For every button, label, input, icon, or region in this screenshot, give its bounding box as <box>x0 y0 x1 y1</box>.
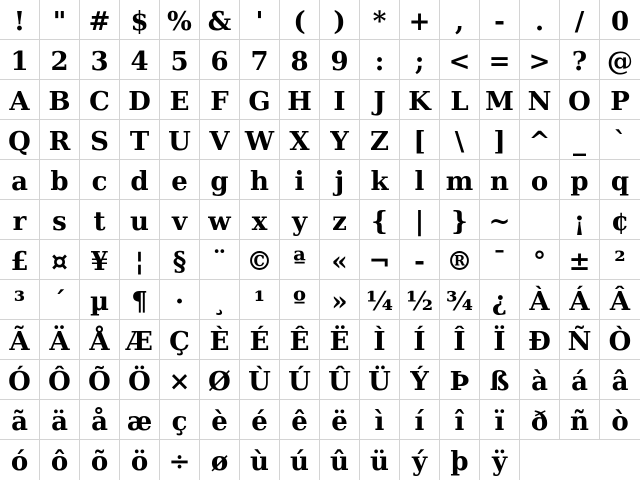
glyph-cell[interactable]: t <box>80 200 120 240</box>
glyph-cell[interactable]: ú <box>280 440 320 480</box>
glyph-cell[interactable]: l <box>400 160 440 200</box>
glyph-cell[interactable]: ? <box>560 40 600 80</box>
glyph-cell[interactable]: ñ <box>560 400 600 440</box>
glyph-cell[interactable]: 4 <box>120 40 160 80</box>
glyph-cell[interactable]: E <box>160 80 200 120</box>
glyph-cell[interactable]: ê <box>280 400 320 440</box>
glyph-cell[interactable]: × <box>160 360 200 400</box>
glyph-cell[interactable]: ) <box>320 0 360 40</box>
glyph-cell[interactable]: R <box>40 120 80 160</box>
glyph-cell[interactable]: Á <box>560 280 600 320</box>
glyph-cell[interactable]: À <box>520 280 560 320</box>
glyph-cell[interactable]: à <box>520 360 560 400</box>
glyph-cell[interactable]: { <box>360 200 400 240</box>
glyph-cell[interactable]: $ <box>120 0 160 40</box>
glyph-cell[interactable]: & <box>200 0 240 40</box>
glyph-cell[interactable]: . <box>520 0 560 40</box>
glyph-cell[interactable]: ã <box>0 400 40 440</box>
glyph-cell[interactable]: F <box>200 80 240 120</box>
glyph-cell[interactable]: j <box>320 160 360 200</box>
glyph-cell[interactable]: ' <box>240 0 280 40</box>
glyph-cell[interactable]: D <box>120 80 160 120</box>
glyph-cell[interactable]: : <box>360 40 400 80</box>
glyph-cell[interactable]: L <box>440 80 480 120</box>
glyph-cell[interactable]: Â <box>600 280 640 320</box>
glyph-cell[interactable]: õ <box>80 440 120 480</box>
glyph-cell[interactable]: ¿ <box>480 280 520 320</box>
glyph-cell[interactable]: ª <box>280 240 320 280</box>
glyph-cell[interactable]: m <box>440 160 480 200</box>
glyph-cell[interactable]: Í <box>400 320 440 360</box>
glyph-cell[interactable]: z <box>320 200 360 240</box>
glyph-cell[interactable]: Z <box>360 120 400 160</box>
glyph-cell[interactable]: ö <box>120 440 160 480</box>
glyph-cell[interactable]: H <box>280 80 320 120</box>
glyph-cell[interactable]: Ó <box>0 360 40 400</box>
glyph-cell[interactable]: W <box>240 120 280 160</box>
empty-region <box>520 440 640 480</box>
glyph-cell[interactable]: Ã <box>0 320 40 360</box>
glyph-cell[interactable]: È <box>200 320 240 360</box>
glyph-cell[interactable]: P <box>600 80 640 120</box>
glyph-cell[interactable]: ß <box>480 360 520 400</box>
glyph-cell[interactable]: Æ <box>120 320 160 360</box>
glyph-cell[interactable]: > <box>520 40 560 80</box>
glyph-cell[interactable]: ¬ <box>360 240 400 280</box>
glyph-cell[interactable]: + <box>400 0 440 40</box>
glyph-cell[interactable]: ù <box>240 440 280 480</box>
glyph-cell[interactable]: 5 <box>160 40 200 80</box>
glyph-cell[interactable]: Û <box>320 360 360 400</box>
glyph-cell[interactable]: C <box>80 80 120 120</box>
glyph-cell[interactable]: Ü <box>360 360 400 400</box>
glyph-cell[interactable]: è <box>200 400 240 440</box>
glyph-cell[interactable]: ó <box>0 440 40 480</box>
glyph-cell[interactable]: " <box>40 0 80 40</box>
glyph-cell[interactable]: k <box>360 160 400 200</box>
glyph-cell[interactable]: » <box>320 280 360 320</box>
glyph-cell[interactable]: 6 <box>200 40 240 80</box>
glyph-cell[interactable]: - <box>400 240 440 280</box>
glyph-cell[interactable]: Ì <box>360 320 400 360</box>
glyph-cell[interactable]: ± <box>560 240 600 280</box>
glyph-cell[interactable]: ° <box>520 240 560 280</box>
glyph-cell[interactable]: S <box>80 120 120 160</box>
glyph-cell[interactable]: ï <box>480 400 520 440</box>
glyph-cell[interactable]: J <box>360 80 400 120</box>
glyph-cell[interactable]: e <box>160 160 200 200</box>
glyph-cell[interactable]: Ø <box>200 360 240 400</box>
glyph-cell[interactable]: g <box>200 160 240 200</box>
glyph-cell[interactable]: Õ <box>80 360 120 400</box>
glyph-cell[interactable]: / <box>560 0 600 40</box>
glyph-cell[interactable]: ( <box>280 0 320 40</box>
glyph-cell[interactable]: x <box>240 200 280 240</box>
glyph-cell[interactable]: Ð <box>520 320 560 360</box>
glyph-cell[interactable]: U <box>160 120 200 160</box>
glyph-cell[interactable]: á <box>560 360 600 400</box>
glyph-cell[interactable]: # <box>80 0 120 40</box>
glyph-cell[interactable]: @ <box>600 40 640 80</box>
glyph-cell[interactable]: o <box>520 160 560 200</box>
glyph-cell[interactable]: \ <box>440 120 480 160</box>
glyph-cell[interactable]: ® <box>440 240 480 280</box>
glyph-cell[interactable]: ³ <box>0 280 40 320</box>
glyph-cell[interactable]: B <box>40 80 80 120</box>
glyph-cell[interactable]: ¶ <box>120 280 160 320</box>
glyph-cell[interactable]: å <box>80 400 120 440</box>
glyph-cell[interactable]: ø <box>200 440 240 480</box>
glyph-cell[interactable]: V <box>200 120 240 160</box>
glyph-cell[interactable]: G <box>240 80 280 120</box>
glyph-cell[interactable]: µ <box>80 280 120 320</box>
glyph-cell[interactable]: - <box>480 0 520 40</box>
glyph-cell[interactable]: d <box>120 160 160 200</box>
glyph-cell[interactable]: Ù <box>240 360 280 400</box>
glyph-cell[interactable]: K <box>400 80 440 120</box>
glyph-cell[interactable]: * <box>360 0 400 40</box>
glyph-cell[interactable]: º <box>280 280 320 320</box>
glyph-cell[interactable]: [ <box>400 120 440 160</box>
glyph-cell[interactable]: 2 <box>40 40 80 80</box>
glyph-cell[interactable]: ½ <box>400 280 440 320</box>
glyph-cell[interactable]: ¯ <box>480 240 520 280</box>
glyph-cell[interactable]: é <box>240 400 280 440</box>
glyph-cell[interactable]: ¹ <box>240 280 280 320</box>
glyph-cell[interactable]: ¢ <box>600 200 640 240</box>
glyph-cell[interactable]: þ <box>440 440 480 480</box>
glyph-cell[interactable]: ¤ <box>40 240 80 280</box>
glyph-cell[interactable]: · <box>160 280 200 320</box>
glyph-cell[interactable]: ¦ <box>120 240 160 280</box>
glyph-cell[interactable]: T <box>120 120 160 160</box>
glyph-cell[interactable]: ¼ <box>360 280 400 320</box>
glyph-cell[interactable]: î <box>440 400 480 440</box>
glyph-cell[interactable]: | <box>400 200 440 240</box>
glyph-cell[interactable]: Q <box>0 120 40 160</box>
glyph-cell[interactable]: Å <box>80 320 120 360</box>
glyph-cell[interactable]: % <box>160 0 200 40</box>
glyph-cell[interactable]: Ñ <box>560 320 600 360</box>
glyph-cell[interactable]: r <box>0 200 40 240</box>
glyph-cell[interactable]: û <box>320 440 360 480</box>
glyph-cell[interactable]: ~ <box>480 200 520 240</box>
glyph-cell[interactable]: ð <box>520 400 560 440</box>
glyph-cell[interactable]: ü <box>360 440 400 480</box>
glyph-cell[interactable]: u <box>120 200 160 240</box>
glyph-cell[interactable]: « <box>320 240 360 280</box>
glyph-cell[interactable]: Ï <box>480 320 520 360</box>
glyph-cell[interactable]: Ô <box>40 360 80 400</box>
glyph-cell[interactable]: ^ <box>520 120 560 160</box>
glyph-cell[interactable]: ç <box>160 400 200 440</box>
glyph-cell[interactable]: } <box>440 200 480 240</box>
glyph-cell[interactable]: ¨ <box>200 240 240 280</box>
glyph-cell[interactable]: Ý <box>400 360 440 400</box>
glyph-cell[interactable]: n <box>480 160 520 200</box>
glyph-cell[interactable]: , <box>440 0 480 40</box>
glyph-cell[interactable]: q <box>600 160 640 200</box>
glyph-cell[interactable]: ô <box>40 440 80 480</box>
glyph-cell[interactable]: ¥ <box>80 240 120 280</box>
glyph-cell[interactable]: Ú <box>280 360 320 400</box>
glyph-cell[interactable]: X <box>280 120 320 160</box>
glyph-cell[interactable]: § <box>160 240 200 280</box>
glyph-cell[interactable]: Ë <box>320 320 360 360</box>
glyph-cell[interactable]: ò <box>600 400 640 440</box>
glyph-cell[interactable]: y <box>280 200 320 240</box>
glyph-cell[interactable]: ! <box>0 0 40 40</box>
glyph-cell[interactable]: b <box>40 160 80 200</box>
glyph-cell[interactable]: Ê <box>280 320 320 360</box>
glyph-cell[interactable]: = <box>480 40 520 80</box>
glyph-cell[interactable]: ÿ <box>480 440 520 480</box>
glyph-cell[interactable]: c <box>80 160 120 200</box>
glyph-cell[interactable]: ¡ <box>560 200 600 240</box>
glyph-cell[interactable]: Ò <box>600 320 640 360</box>
glyph-cell[interactable]: ý <box>400 440 440 480</box>
glyph-cell[interactable]: É <box>240 320 280 360</box>
glyph-cell[interactable]: 3 <box>80 40 120 80</box>
glyph-cell[interactable]: ´ <box>40 280 80 320</box>
glyph-cell[interactable]: p <box>560 160 600 200</box>
glyph-cell[interactable]: ¾ <box>440 280 480 320</box>
glyph-cell[interactable]: ¸ <box>200 280 240 320</box>
glyph-cell[interactable]: © <box>240 240 280 280</box>
glyph-cell[interactable]: Î <box>440 320 480 360</box>
glyph-cell[interactable]: M <box>480 80 520 120</box>
glyph-cell[interactable]: ; <box>400 40 440 80</box>
glyph-cell[interactable]: w <box>200 200 240 240</box>
glyph-cell[interactable]: 8 <box>280 40 320 80</box>
glyph-cell[interactable]: ² <box>600 240 640 280</box>
glyph-cell[interactable]: _ <box>560 120 600 160</box>
glyph-cell[interactable]: Þ <box>440 360 480 400</box>
glyph-cell[interactable]: £ <box>0 240 40 280</box>
glyph-cell[interactable]: æ <box>120 400 160 440</box>
glyph-cell[interactable]: A <box>0 80 40 120</box>
glyph-cell[interactable]: Ç <box>160 320 200 360</box>
glyph-cell[interactable]: a <box>0 160 40 200</box>
glyph-cell[interactable]: ì <box>360 400 400 440</box>
glyph-cell[interactable]: < <box>440 40 480 80</box>
glyph-cell[interactable]: â <box>600 360 640 400</box>
glyph-cell[interactable]: Y <box>320 120 360 160</box>
glyph-cell[interactable]: N <box>520 80 560 120</box>
glyph-cell[interactable]: i <box>280 160 320 200</box>
glyph-cell[interactable]: ` <box>600 120 640 160</box>
glyph-cell[interactable]: v <box>160 200 200 240</box>
glyph-cell[interactable]: ä <box>40 400 80 440</box>
glyph-cell[interactable]: 7 <box>240 40 280 80</box>
glyph-cell[interactable]: O <box>560 80 600 120</box>
glyph-cell[interactable]: ] <box>480 120 520 160</box>
glyph-cell[interactable]: 1 <box>0 40 40 80</box>
glyph-cell[interactable]: s <box>40 200 80 240</box>
glyph-cell[interactable]: 9 <box>320 40 360 80</box>
glyph-cell[interactable]: í <box>400 400 440 440</box>
glyph-cell[interactable]: ÷ <box>160 440 200 480</box>
glyph-cell[interactable]: 0 <box>600 0 640 40</box>
glyph-cell[interactable]: Ä <box>40 320 80 360</box>
glyph-cell-empty <box>520 200 560 240</box>
glyph-cell[interactable]: I <box>320 80 360 120</box>
glyph-cell[interactable]: Ö <box>120 360 160 400</box>
glyph-cell[interactable]: h <box>240 160 280 200</box>
glyph-cell[interactable]: ë <box>320 400 360 440</box>
